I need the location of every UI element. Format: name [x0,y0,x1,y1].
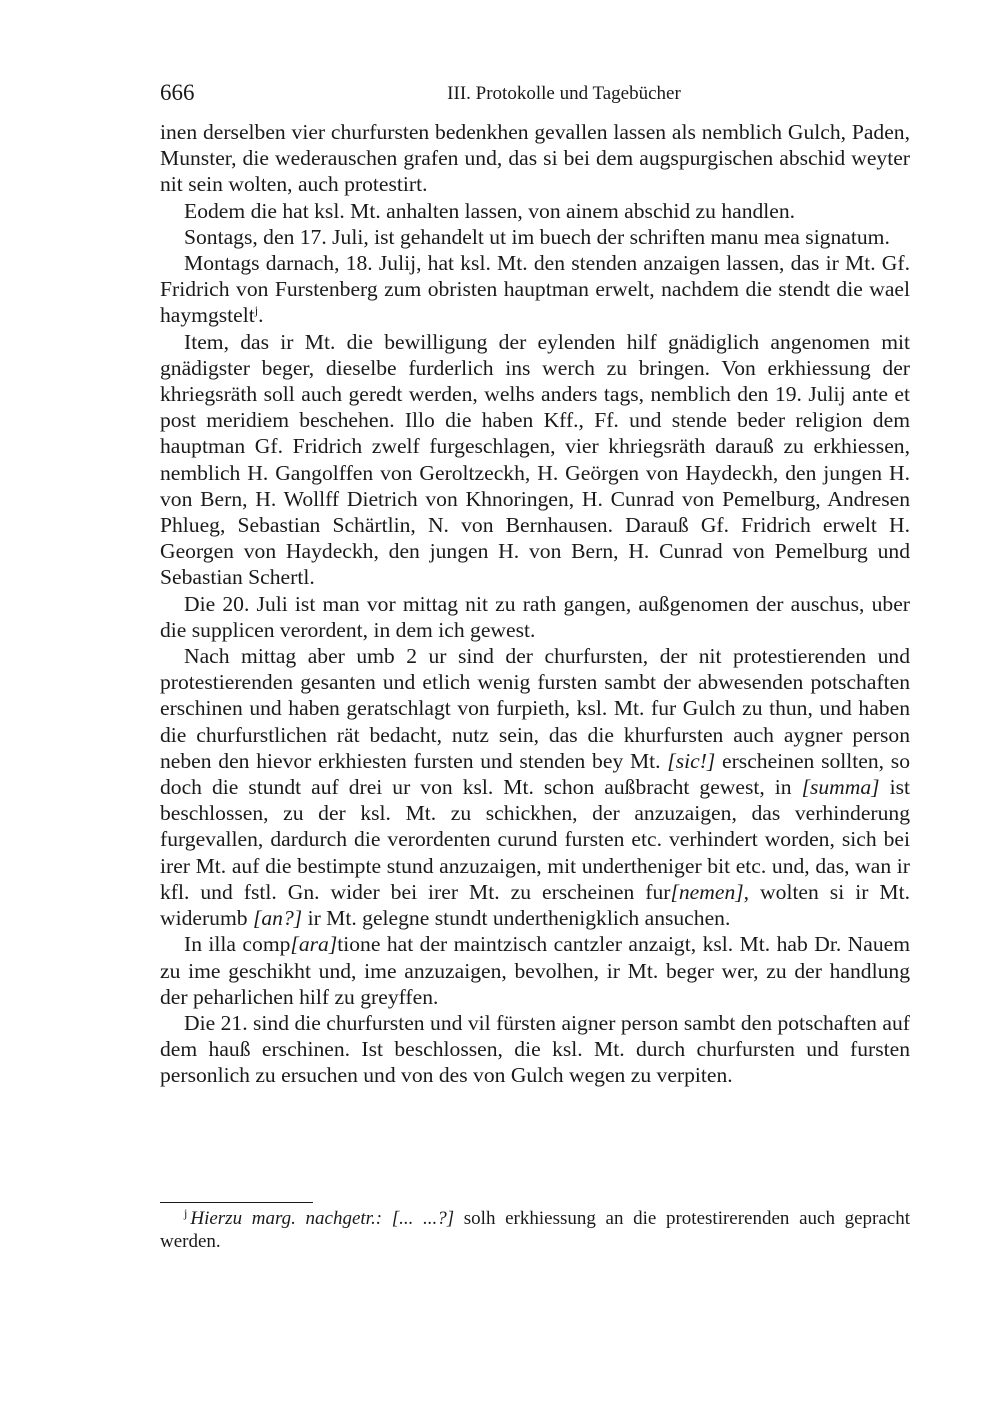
text-segment: ir Mt. gelegne stundt underthenigklich ansuchen. [302,906,731,931]
paragraph [160,198,910,224]
text-segment: . [258,303,264,328]
text-segment: tione hat der maintzisch cantzler anzaigt, ksl. Mt. hab Dr. Nauem zu ime geschikht und, ime anzuzaigen, bevolhen, ir Mt. beger wer, zu der handlung der peharlichen hilf zu greyffen. [160,932,911,1009]
footnote-reference: j [254,303,259,318]
paragraph [160,119,910,198]
paragraph [160,1010,910,1089]
text-segment: Item, das ir Mt. die bewilligung der eylenden hilf gnädiglich angenomen mit gnädigster beger, dieselbe furderlich ins werch zu bringen. Von erkhiessung der khriegsräth soll auch geredt werden, welhs anders tags, nemblich den 19. Julij ante et post meridiem beschehen. Illo die haben Kff., Ff. und stende beder religion dem hauptman Gf. Fridrich zwelf furgeschlagen, vier khriegsräth darauß zu erkhiessen, nemblich H. Gangolffen von Geroltzeckh, H. Geörgen von Haydeckh, den jungen H. von Bern, H. Wollff Dietrich von Khnoringen, H. Cunrad von Pemelburg, Andresen Phlueg, Sebastian Schärtlin, N. von Bernhausen. Darauß Gf. Fridrich erwelt H. Georgen von Haydeckh, den jungen H. von Bern, H. Cunrad von Pemelburg und Sebastian Schertl. [160,329,910,590]
main-text [160,119,910,1089]
page-header [160,78,910,108]
text-segment: Die 21. sind die churfursten und vil fürsten aigner person sambt den potschaften auf dem hauß erschinen. Ist beschlossen, die ksl. Mt. durch churfursten und fursten personlich zu ersuchen und von des von Gulch wegen zu verpiten. [160,1010,910,1088]
text-segment: erscheinen sollten, so doch die stundt auf drei ur von ksl. Mt. schon außbracht gewest, in [160,748,910,800]
text-segment: , wolten si ir Mt. widerumb [160,879,910,931]
editorial-insertion: [nemen] [670,879,744,904]
text-segment: Eodem die hat ksl. Mt. anhalten lassen, von ainem abschid zu handlen. [184,198,796,223]
footnotes [160,1207,910,1253]
footnote-divider [160,1202,313,1203]
text-segment: Nach mittag aber umb 2 ur sind der churfursten, der nit protestierenden und protestierenden gesanten und etlich wenig fursten sambt der abwesenden potschaften erschinen und haben geratschlagt von furpieth, ksl. Mt. fur Gulch zu thun, und haben die churfurstlichen rät bedacht, nutz sein, das die khurfursten auch aygner person neben den hievor erkhiesten fursten und stenden bey Mt. [160,644,910,773]
running-head: III. Protokolle und Tagebücher [447,83,681,104]
text-segment: Montags darnach, 18. Julij, hat ksl. Mt. den stenden anzaigen lassen, das ir Mt. Gf. Fridrich von Furstenberg zum obristen hauptman erwelt, nachdem die stendt die wael haymgstelt [160,251,910,328]
editorial-insertion: Hierzu marg. nachgetr.: [... ...?] [190,1208,455,1229]
text-segment: inen derselben vier churfursten bedenkhen gevallen lassen als nemblich Gulch, Paden, Munster, die wederauschen grafen und, das si bei dem augspurgischen abschid weyter nit sein wolten, auch protestirt. [160,120,910,197]
paragraph [160,643,910,931]
paragraph [160,329,910,591]
paragraph [160,224,910,250]
text-segment: solh erkhiessung an die protestirerenden auch gepracht werden. [160,1208,910,1252]
paragraph [160,250,910,329]
paragraph [160,591,910,643]
text-segment: In illa comp [184,932,291,957]
footnote [160,1207,910,1253]
footnote-mark: j [184,1206,188,1220]
editorial-insertion: [summa] [801,775,880,800]
editorial-insertion: [an?] [252,906,303,931]
text-segment: Sontags, den 17. Juli, ist gehandelt ut im buech der schriften manu mea signatum. [184,224,890,249]
editorial-insertion: [sic!] [667,748,716,773]
text-segment: Die 20. Juli ist man vor mittag nit zu rath gangen, außgenomen der auschus, uber die supplicen verordent, in dem ich gewest. [160,591,910,642]
page-number: 666 [160,80,195,105]
paragraph [160,931,910,1010]
editorial-insertion: [ara] [290,932,338,957]
text-segment: ist beschlossen, zu der ksl. Mt. zu schickhen, der anzuzaigen, das verhinderung furgevallen, dardurch die verordenten curund fursten etc. verhindert worden, sich bei irer Mt. auf die bestimpte stund anzuzaigen, mit undertheniger bit etc. und, das, wan ir kfl. und fstl. Gn. wider bei irer Mt. zu erscheinen fur [160,775,910,904]
